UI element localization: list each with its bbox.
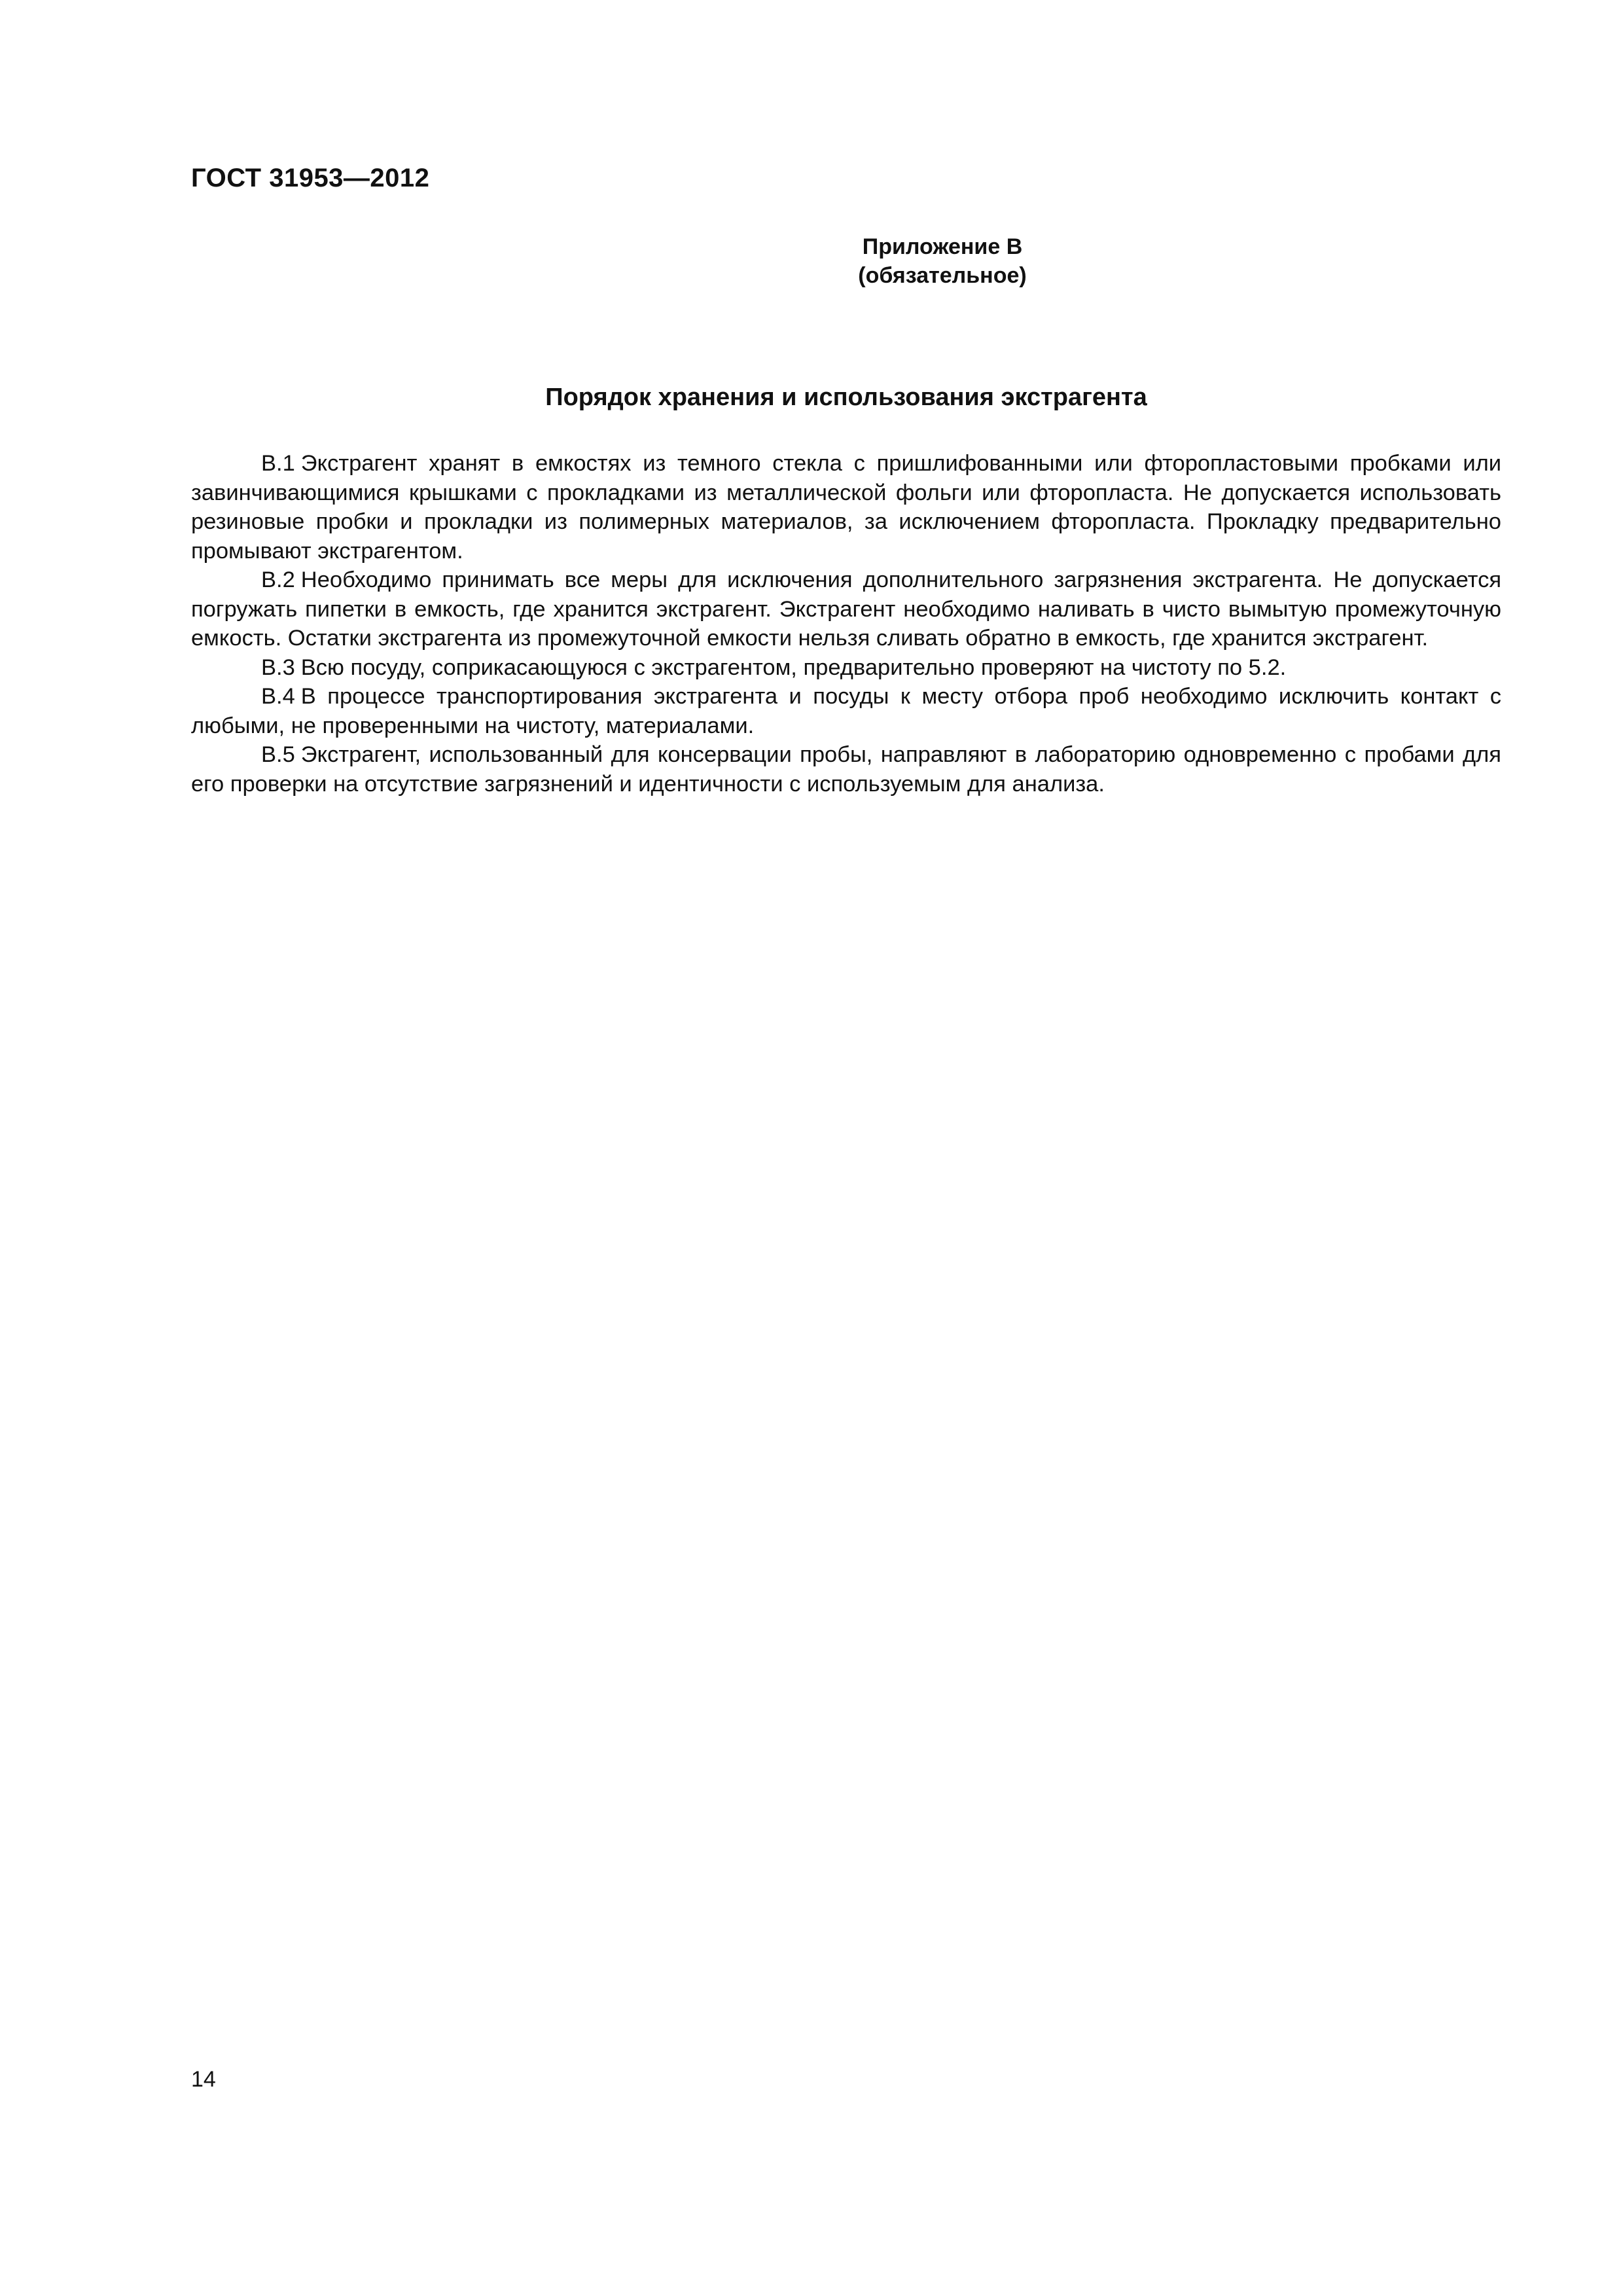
paragraph-text: Экстрагент хранят в емкостях из темного стекла с пришлифованными или фторопластовыми пробками или завинчивающимися крышками с прокладками из металлической фольги или фторопласта. Не допускается использовать резиновые пробки и прокладки из полимерных материалов, за исключением фторопласта. Прокладку предварительно промывают экстрагентом.	[191, 451, 1501, 564]
paragraph-number: В.3	[261, 655, 295, 680]
appendix-status: (обязательное)	[858, 263, 1027, 288]
paragraph-text: Необходимо принимать все меры для исключения дополнительного загрязнения экстрагента. Не допускается погружать пипетки в емкость, где хранится экстрагент. Экстрагент необходимо наливать в чисто вымытую промежуточную емкость. Остатки экстрагента из промежуточной емкости нельзя сливать обратно в емкость, где хранится экстрагент.	[191, 567, 1501, 651]
paragraph-number: В.5	[261, 742, 295, 767]
appendix-title: Приложение В	[862, 234, 1023, 259]
paragraph-text: Экстрагент, использованный для консервации пробы, направляют в лабораторию одновременно с пробами для его проверки на отсутствие загрязнений и идентичности с используемым для анализа.	[191, 742, 1501, 797]
paragraph-b1	[191, 449, 1501, 565]
section-title: Порядок хранения и использования экстрагента	[545, 384, 1147, 411]
body-text	[191, 449, 1501, 798]
paragraph-number: В.1	[261, 451, 295, 476]
paragraph-text: В процессе транспортирования экстрагента и посуды к месту отбора проб необходимо исключить контакт с любыми, не проверенными на чистоту, материалами.	[191, 684, 1501, 738]
paragraph-b4	[191, 682, 1501, 740]
paragraph-number: В.2	[261, 567, 295, 592]
paragraph-b3	[191, 653, 1501, 683]
paragraph-b5	[191, 740, 1501, 798]
paragraph-b2	[191, 565, 1501, 653]
appendix-heading	[746, 232, 1139, 290]
paragraph-text: Всю посуду, соприкасающуюся с экстрагентом, предварительно проверяют на чистоту по 5.2.	[300, 655, 1287, 680]
paragraph-number: В.4	[261, 684, 295, 709]
page-number: 14	[191, 2067, 216, 2092]
document-code: ГОСТ 31953—2012	[191, 164, 430, 192]
